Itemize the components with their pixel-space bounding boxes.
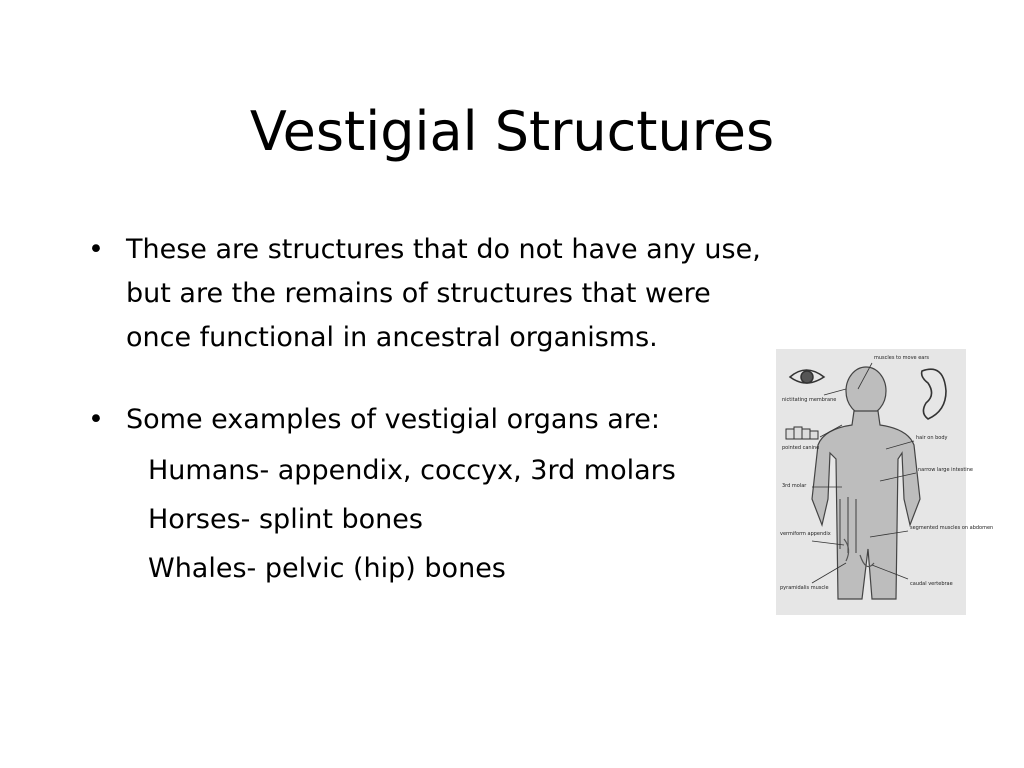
bullet-dot-icon: • — [88, 234, 104, 265]
eye-drawing — [790, 370, 824, 383]
bullet-examples — [86, 398, 766, 442]
bullet-text: These are structures that do not have any use, but are the remains of structures that were once functional in ancestral organisms. — [126, 234, 761, 353]
examples-list — [86, 446, 766, 593]
label-appendix: vermiform appendix — [780, 531, 831, 537]
teeth-drawing — [786, 427, 818, 439]
human-figure-diagram — [776, 349, 994, 615]
example-humans: Humans- appendix, coccyx, 3rd molars — [148, 455, 676, 486]
bullet-list — [86, 228, 766, 593]
label-hair: hair on body — [916, 435, 948, 441]
example-horses: Horses- splint bones — [148, 504, 423, 535]
label-vertebrae: caudal vertebrae — [910, 581, 953, 587]
label-nictitating: nictitating membrane — [782, 397, 837, 403]
label-abdomen: segmented muscles on abdomen — [910, 525, 994, 531]
slide-title: Vestigial Structures — [249, 100, 775, 163]
label-molar: 3rd molar — [782, 483, 807, 489]
label-intestine: narrow large intestine — [918, 467, 973, 473]
example-whales: Whales- pelvic (hip) bones — [148, 553, 506, 584]
ear-drawing — [922, 369, 946, 419]
vestigial-diagram-image — [776, 349, 994, 615]
label-canine: pointed canine — [782, 445, 820, 451]
label-pyramidalis: pyramidalis muscle — [780, 585, 829, 591]
bullet-dot-icon: • — [88, 404, 104, 435]
bullet-text: Some examples of vestigial organs are: — [126, 404, 660, 435]
bullet-definition — [86, 228, 766, 360]
label-muscles: muscles to move ears — [874, 355, 930, 361]
